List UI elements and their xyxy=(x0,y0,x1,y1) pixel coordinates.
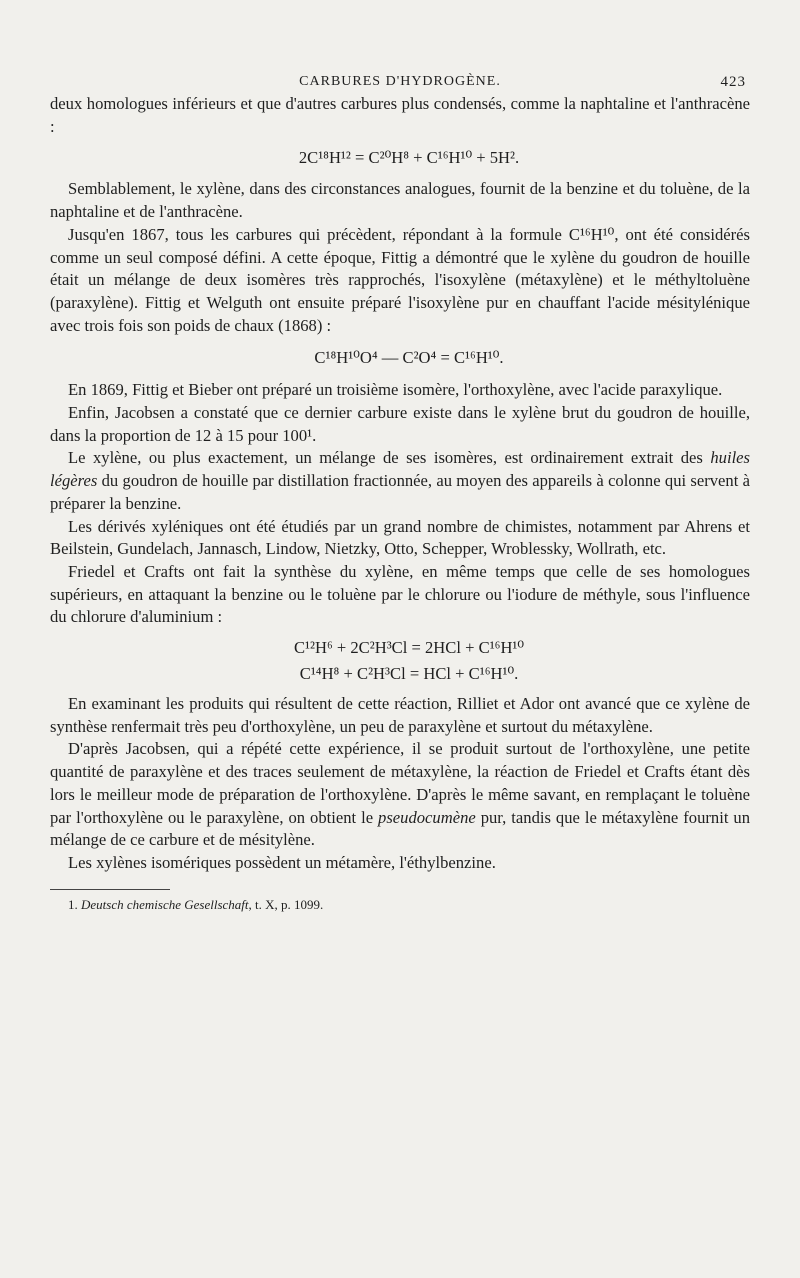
paragraph-text: D'après Jacobsen, qui a répété cette expérience, il se produit surtout de l'orthoxylène, une petite quantité de paraxylène et des traces seulement de métaxylène, la réaction de Friedel et Crafts étant dès lors le meilleur mode de préparation de l'orthoxylène. D'après le même savant, en remplaçant le toluène par l'orthoxylène ou le paraxylène, on obtient le xyxy=(50,739,750,827)
paragraph: Enfin, Jacobsen a constaté que ce dernier carbure existe dans le xylène brut du goudron de houille, dans la proportion de 12 à 15 pour 100¹. xyxy=(50,403,750,445)
paragraph: En 1869, Fittig et Bieber ont préparé un troisième isomère, l'orthoxylène, avec l'acide paraxylique. xyxy=(68,380,723,400)
paragraph xyxy=(50,447,750,515)
chemical-equation: C¹⁸H¹⁰O⁴ — C²O⁴ = C¹⁶H¹⁰. xyxy=(314,348,504,368)
paragraph: Semblablement, le xylène, dans des circonstances analogues, fournit de la benzine et du toluène, de la naphtaline et de l'anthracène. xyxy=(50,179,750,222)
footnote-number: 1. xyxy=(68,896,78,912)
footnote-source: Deutsch chemische Gesellschaft xyxy=(81,896,249,912)
running-title: CARBURES D'HYDROGÈNE. xyxy=(299,74,501,89)
chemical-equation: C¹⁴H⁸ + C²H³Cl = HCl + C¹⁶H¹⁰. xyxy=(299,664,519,684)
paragraph-text: Le xylène, ou plus exactement, un mélange de ses isomères, est ordinairement extrait des xyxy=(68,448,711,468)
italic-term: pseudocumène xyxy=(378,807,476,827)
page-body xyxy=(50,93,750,914)
paragraph: Les xylènes isomériques possèdent un métamère, l'éthylbenzine. xyxy=(68,852,496,872)
footnote-detail: , t. X, p. 1099. xyxy=(248,896,324,912)
italic-term: huiles légères xyxy=(50,448,750,491)
paragraph-text: pur, tandis que le métaxylène fournit un mélange de ce carbure et de mésitylène. xyxy=(50,807,751,850)
footnote xyxy=(50,896,750,914)
paragraph: deux homologues inférieurs et que d'autres carbures plus condensés, comme la naphtaline et l'anthracène : xyxy=(50,94,750,136)
paragraph: Les dérivés xyléniques ont été étudiés par un grand nombre de chimistes, notamment par Ahrens et Beilstein, Gundelach, Jannasch, Lindow, Nietzky, Otto, Schepper, Wroblessky, Wollrath, etc. xyxy=(50,516,750,559)
chemical-equation: 2C¹⁸H¹² = C²⁰H⁸ + C¹⁶H¹⁰ + 5H². xyxy=(298,148,520,168)
page-number: 423 xyxy=(720,74,746,90)
paragraph: Jusqu'en 1867, tous les carbures qui précèdent, répondant à la formule C¹⁶H¹⁰, ont été considérés comme un seul composé défini. A cette époque, Fittig a démontré que le xylène du goudron de houille était un mélange de deux isomères très rapprochés, l'isoxylène (métaxylène) et le méthyltoluène (paraxylène). Fittig et Welguth ont ensuite préparé l'isoxylène pur en chauffant l'acide mésitylénique avec trois fois son poids de chaux (1868) : xyxy=(50,224,750,335)
paragraph: En examinant les produits qui résultent de cette réaction, Rilliet et Ador ont avancé que ce xylène de synthèse renfermait très peu d'orthoxylène, un peu de paraxylène et surtout du métaxylène. xyxy=(50,694,750,736)
paragraph xyxy=(50,738,750,852)
paragraph: Friedel et Crafts ont fait la synthèse du xylène, en même temps que celle de ses homologues supérieurs, en attaquant la benzine ou le toluène par le chlorure ou l'iodure de méthyle, sous l'influence du chlorure d'aluminium : xyxy=(50,561,750,627)
paragraph-text: du goudron de houille par distillation fractionnée, au moyen des appareils à colonne qui servent à préparer la benzine. xyxy=(50,471,750,513)
footnote-divider xyxy=(50,889,170,890)
chemical-equation: C¹²H⁶ + 2C²H³Cl = 2HCl + C¹⁶H¹⁰ xyxy=(293,638,525,658)
